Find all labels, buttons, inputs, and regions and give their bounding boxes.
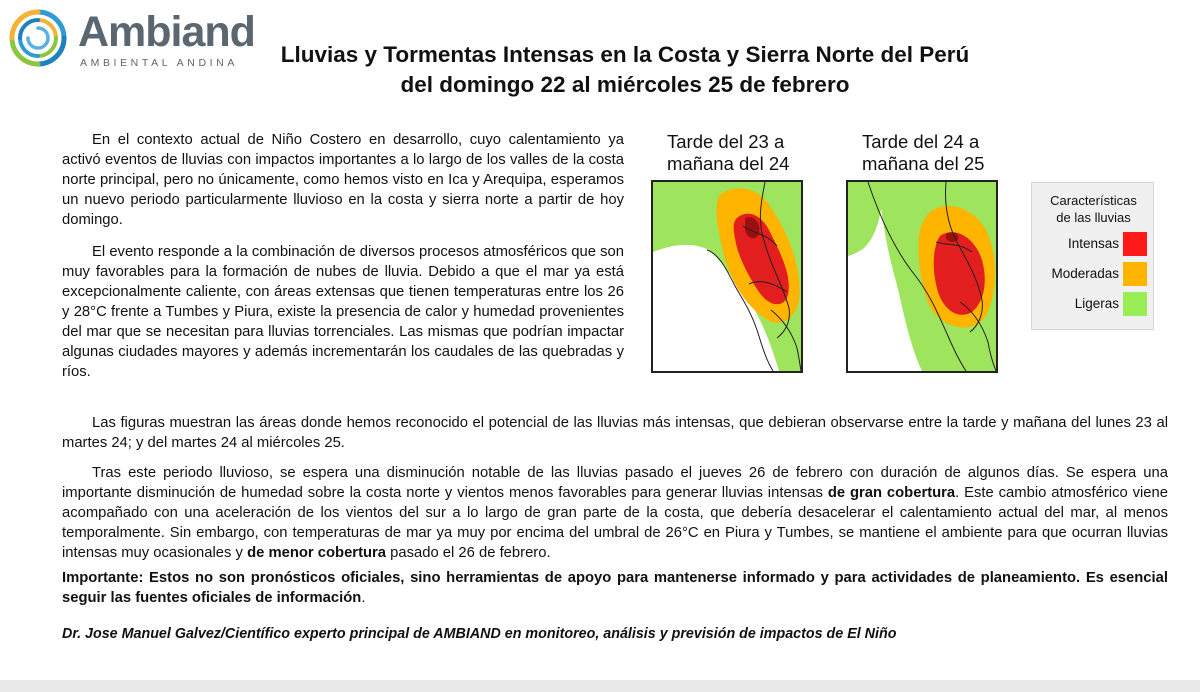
paragraph-context: En el contexto actual de Niño Costero en desarrollo, cuyo calentamiento ya activó eventos de lluvias con impactos importantes a lo largo de los valles de la costa norte principal, pero no únicamente, como hemos visto en Ica y Arequipa, esperamos un nuevo periodo particularmente lluvioso en la costa y sierra norte a partir de hoy domingo. [62, 132, 624, 228]
map-2-title-line-2: mañana del 25 [862, 153, 985, 174]
legend-item-intensas [1032, 232, 1155, 258]
paragraph-important [62, 568, 1168, 608]
outlook-text-1: Tras este periodo lluvioso, se espera una disminución notable de las lluvias pasado el jueves 26 de febrero con duración de algunos días. Se espera una importante disminución de humedad sobre la costa norte y vientos menos favorables para generar lluvias intensas [62, 465, 1168, 501]
rain-map-2-graphic [848, 182, 996, 371]
map-1-title-line-1: Tarde del 23 a [667, 131, 785, 152]
title-line-1: Lluvias y Tormentas Intensas en la Costa y Sierra Norte del Perú [280, 42, 970, 67]
title-line-2: del domingo 22 al miércoles 25 de febrero [400, 72, 850, 97]
outlook-text-3: pasado el 26 de febrero. [386, 545, 551, 561]
important-notice: Importante: Estos no son pronósticos oficiales, sino herramientas de apoyo para mantenerse informado y para actividades de planeamiento. Es esencial seguir las fuentes oficiales de información [62, 570, 1168, 606]
map-1-title-line-2: mañana del 24 [667, 153, 790, 174]
legend-title-line-2: de las lluvias [1056, 210, 1131, 225]
legend-title-line-1: Características [1050, 193, 1137, 208]
rain-map-1-graphic [653, 182, 801, 371]
legend-label-intensas: Intensas [1067, 236, 1119, 251]
paragraph-event: El evento responde a la combinación de diversos procesos atmosféricos que son muy favorables para la formación de nubes de lluvia. Debido a que el mar ya está excepcionalmente caliente, con áreas extensas que tienen temperaturas entre los 26 y 28°C frente a Tumbes y Piura, existe la presencia de calor y humedad provenientes del mar que se necesitan para lluvias torrenciales. Las mismas que podrían impactar algunas ciudades mayores y además incrementarán los caudales de las quebradas y ríos. [62, 244, 624, 380]
paragraph-outlook [62, 463, 1168, 563]
brand-tagline: AMBIENTAL ANDINA [80, 57, 238, 69]
brand-name: Ambiand [78, 8, 255, 56]
legend-title [1032, 192, 1155, 226]
rain-map-1 [651, 180, 803, 373]
swirl-logo-icon [8, 8, 68, 68]
outlook-bold-1: de gran cobertura [827, 485, 956, 501]
rain-map-2 [846, 180, 998, 373]
paragraph-figures: Las figuras muestran las áreas donde hemos reconocido el potencial de las lluvias más intensas, que debieran observarse entre la tarde y mañana del lunes 23 al martes 24; y del martes 24 al miércoles 25. [62, 415, 1168, 451]
legend-label-ligeras: Ligeras [1074, 296, 1119, 311]
bottom-strip [0, 680, 1200, 692]
rain-legend [1031, 182, 1154, 330]
outlook-text-2: . Este cambio atmosférico viene acompañado con una aceleración de los vientos del sur a lo largo de gran parte de la costa, que debería desacelerar el calentamiento actual del mar, al menos temporalmente. Sin embargo, con temperaturas de mar ya muy por encima del umbral de 26°C en Piura y Tumbes, se mantiene el ambiente para que ocurran lluvias intensas muy ocasionales y [62, 485, 1168, 561]
legend-swatch-intensas [1123, 232, 1147, 256]
legend-item-ligeras [1032, 292, 1155, 318]
map-title-2 [862, 131, 984, 175]
map-title-1 [667, 131, 789, 175]
legend-swatch-moderadas [1123, 262, 1147, 286]
legend-item-moderadas [1032, 262, 1155, 288]
signature: Dr. Jose Manuel Galvez/Científico experto principal de AMBIAND en monitoreo, análisis y previsión de impactos de El Niño [62, 626, 897, 642]
ambiand-logo [8, 8, 255, 69]
important-period: . [361, 590, 366, 606]
outlook-bold-2: de menor cobertura [247, 545, 387, 561]
map-2-title-line-1: Tarde del 24 a [862, 131, 980, 152]
legend-label-moderadas: Moderadas [1051, 266, 1119, 281]
page-title [250, 40, 1000, 100]
legend-swatch-ligeras [1123, 292, 1147, 316]
